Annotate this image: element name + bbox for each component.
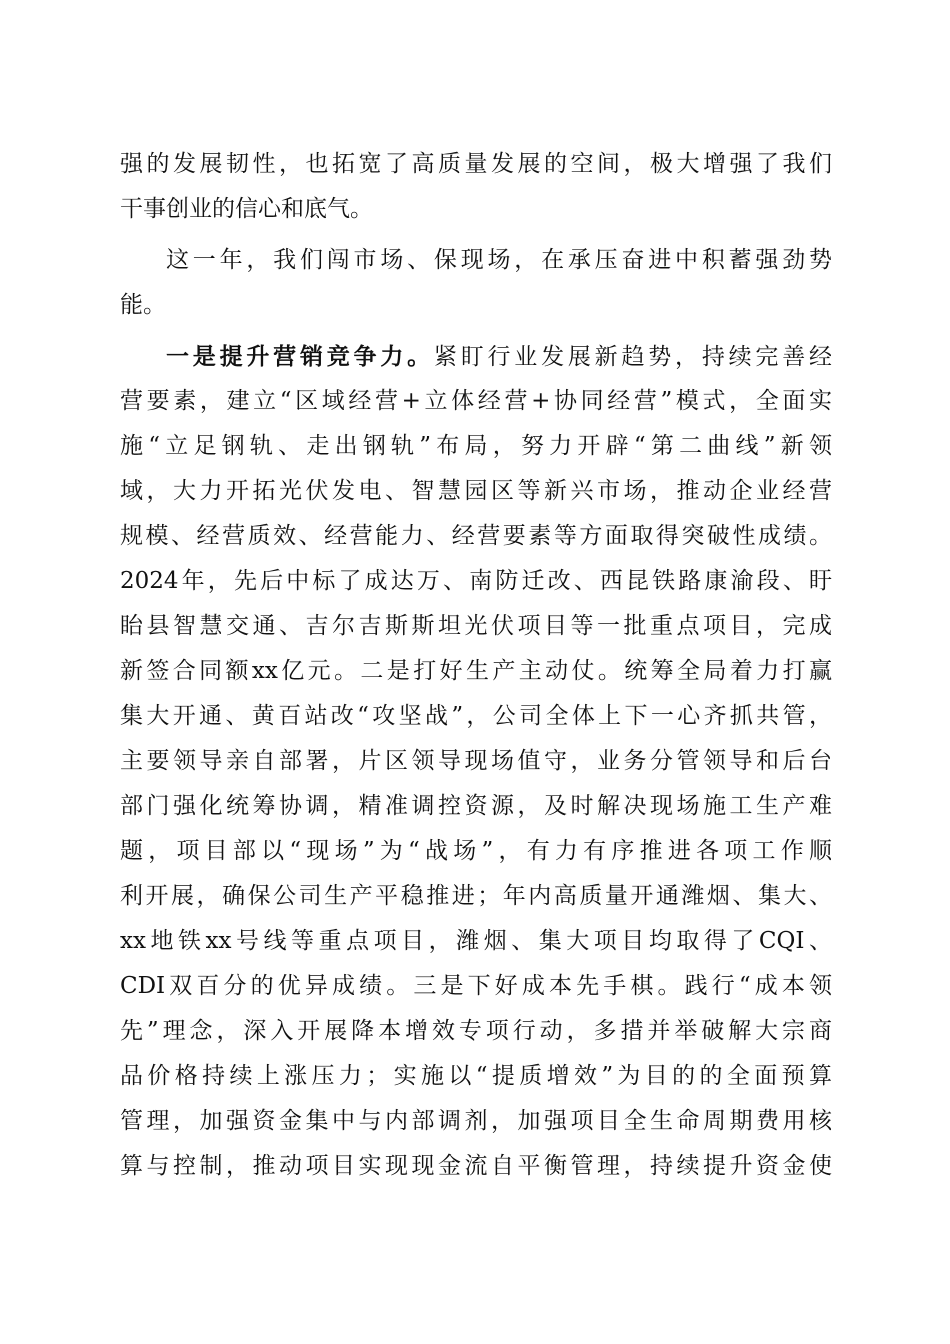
text-line: 这一年，我们闯市场、保现场，在承压奋进中积蓄强劲势: [166, 247, 832, 273]
text-line: CDI双百分的优异成绩。三是下好成本先手棋。践行“成本领: [120, 973, 832, 999]
text-line: 先”理念，深入开展降本增效专项行动，多措并举破解大宗商: [120, 1018, 832, 1044]
text-line: 管理，加强资金集中与内部调剂，加强项目全生命周期费用核: [120, 1108, 832, 1134]
bold-lead: 一是提升营销竞争力。: [166, 343, 434, 370]
text-line: 算与控制，推动项目实现现金流自平衡管理，持续提升资金使: [120, 1153, 832, 1179]
lead-rest: 紧盯行业发展新趋势，持续完善经: [433, 344, 832, 370]
text-line: 主要领导亲自部署，片区领导现场值守，业务分管领导和后台: [120, 748, 832, 774]
body-text: [120, 142, 832, 1189]
text-line: 强的发展韧性，也拓宽了高质量发展的空间，极大增强了我们: [120, 151, 832, 177]
text-line: 2024年，先后中标了成达万、南防迁改、西昆铁路康渝段、盱: [120, 568, 832, 594]
text-line: 利开展，确保公司生产平稳推进；年内高质量开通潍烟、集大、: [120, 883, 832, 909]
text-line: 规模、经营质效、经营能力、经营要素等方面取得突破性成绩。: [120, 523, 832, 549]
text-line: 施“立足钢轨、走出钢轨”布局，努力开辟“第二曲线”新领: [120, 433, 832, 459]
text-line: 题，项目部以“现场”为“战场”，有力有序推进各项工作顺: [120, 838, 832, 864]
text-line: 新签合同额xx亿元。二是打好生产主动仗。统筹全局着力打赢: [120, 658, 832, 684]
text-line: 域，大力开拓光伏发电、智慧园区等新兴市场，推动企业经营: [120, 478, 832, 504]
text-line: 眙县智慧交通、吉尔吉斯斯坦光伏项目等一批重点项目，完成: [120, 613, 832, 639]
text-line: 干事创业的信心和底气。: [120, 196, 373, 222]
text-line: 营要素，建立“区域经营+立体经营+协同经营”模式，全面实: [120, 388, 832, 414]
text-line: 能。: [120, 292, 166, 318]
text-line: xx地铁xx号线等重点项目，潍烟、集大项目均取得了CQI、: [120, 928, 832, 954]
text-line-lead: [120, 334, 832, 379]
text-line: 集大开通、黄百站改“攻坚战”，公司全体上下一心齐抓共管，: [120, 703, 832, 729]
paragraph-1: [120, 142, 832, 232]
text-line: 部门强化统筹协调，精准调控资源，及时解决现场施工生产难: [120, 793, 832, 819]
text-line: 品价格持续上涨压力；实施以“提质增效”为目的的全面预算: [120, 1063, 832, 1089]
paragraph-2: [120, 238, 832, 328]
paragraph-3: [120, 334, 832, 1189]
